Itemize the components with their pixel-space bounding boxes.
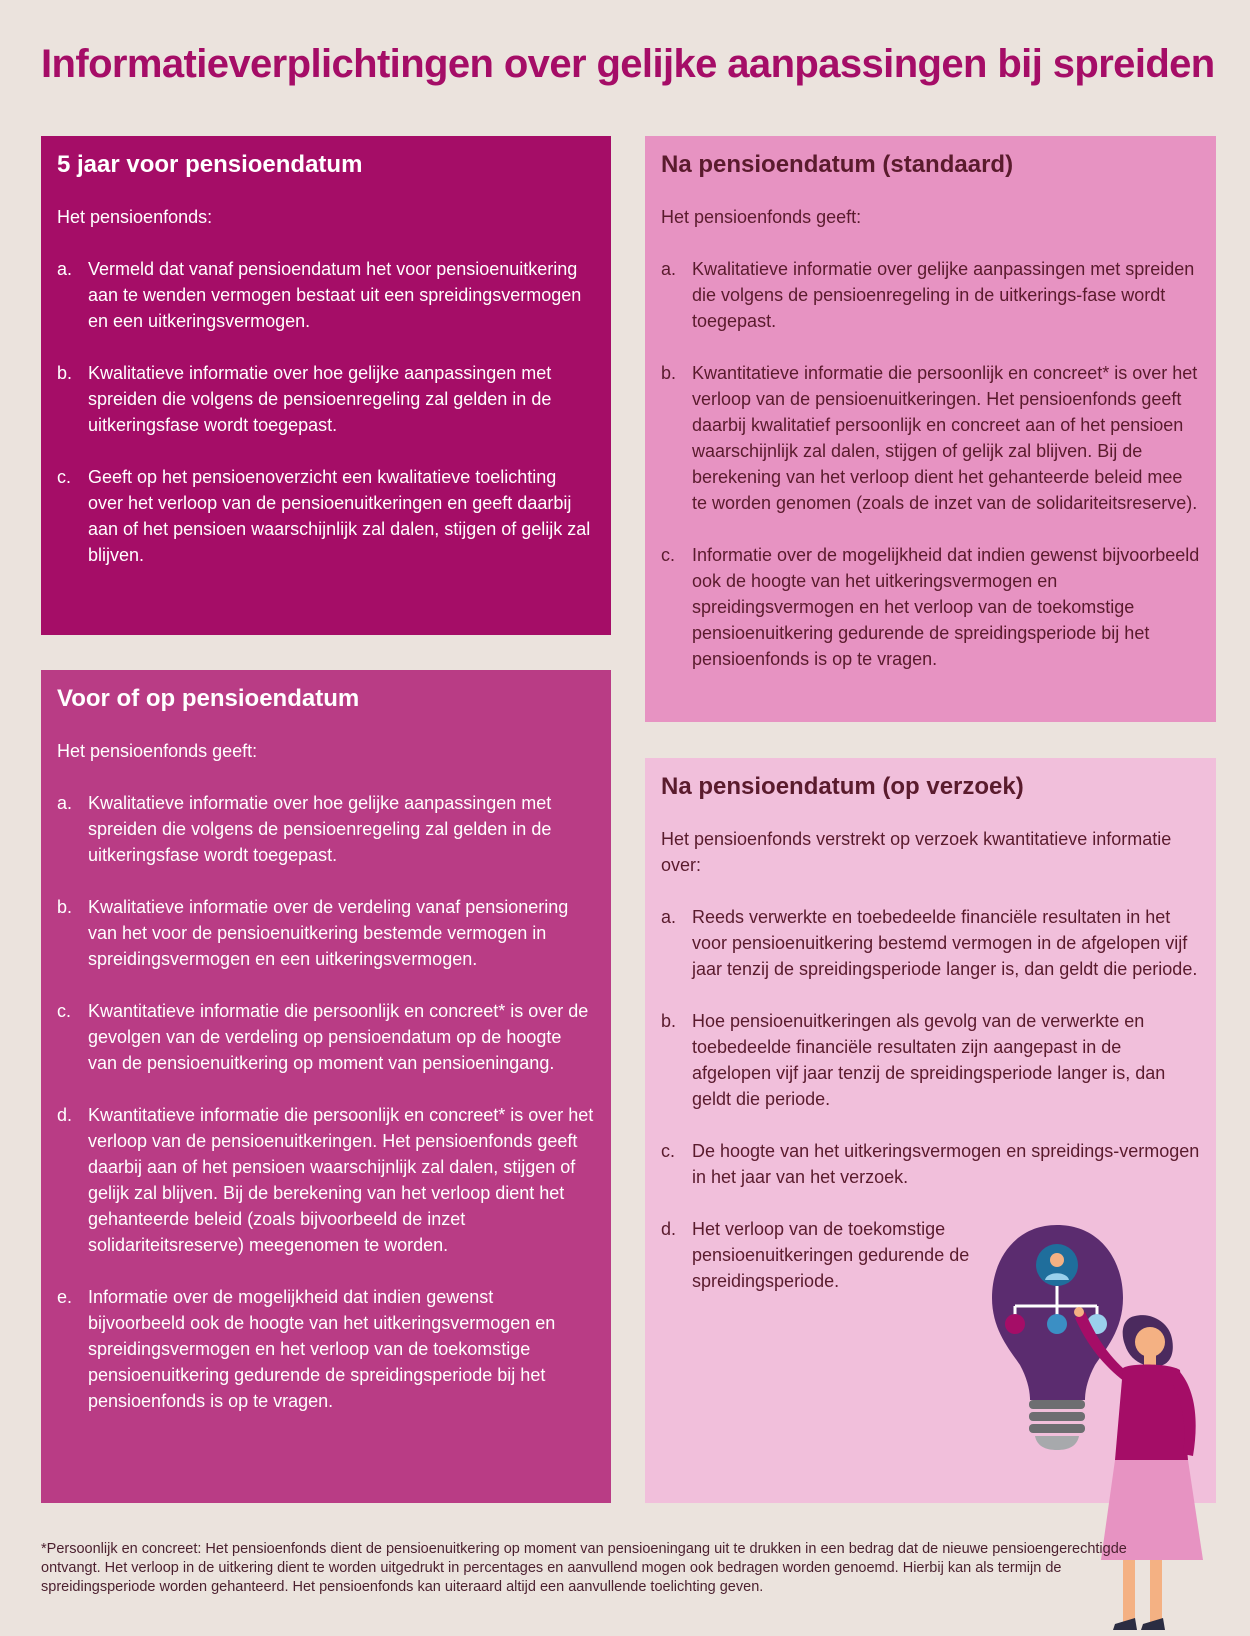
item-label: c.: [57, 467, 72, 487]
item-list: [57, 790, 595, 1414]
list-item: [57, 464, 595, 568]
item-text: Kwalitatieve informatie over hoe gelijke aanpassingen met spreiden die volgens de pensioenregeling zal gelden in de uitkeringsfase wordt toegepast.: [88, 793, 552, 865]
item-label: c.: [661, 545, 676, 565]
item-label: a.: [661, 259, 677, 279]
item-label: d.: [57, 1105, 73, 1125]
box-5-jaar-voor-pensioendatum: [41, 136, 611, 635]
item-text: Kwantitatieve informatie die persoonlijk en concreet* is over het verloop van de pensioenuitkeringen. Het pensioenfonds geeft daarbij aan of het pensioen waarschijnlijk zal dalen, stijgen of gelijk zal blijven. Bij de berekening van het verloop dient het gehanteerde beleid (zoals bijvoorbeeld de inzet solidariteitsreserve) meegenomen te worden.: [88, 1105, 594, 1255]
list-item: [661, 1216, 981, 1294]
item-label: b.: [57, 897, 73, 917]
item-text: Hoe pensioenuitkeringen als gevolg van de verwerkte en toebedeelde financiële resultaten zijn aangepast in de afgelopen vijf jaar tenzij de spreidingsperiode langer is, dan geldt die periode.: [692, 1011, 1166, 1109]
list-item: [661, 1138, 1200, 1190]
item-label: b.: [661, 363, 677, 383]
box-intro: Het pensioenfonds geeft:: [661, 207, 862, 227]
item-text: Kwantitatieve informatie die persoonlijk en concreet* is over de gevolgen van de verdeling op pensioendatum op de hoogte van de pensioenuitkering op moment van pensioeningang.: [88, 1001, 589, 1073]
item-list: [661, 256, 1200, 672]
item-text: Kwalitatieve informatie over hoe gelijke aanpassingen met spreiden die volgens de pensioenregeling zal gelden in de uitkeringsfase wordt toegepast.: [88, 363, 552, 435]
item-text: Het verloop van de toekomstige pensioenuitkeringen gedurende de spreidingsperiode.: [692, 1219, 970, 1291]
list-item: [57, 256, 595, 334]
list-item: [57, 1284, 595, 1414]
item-text: Kwalitatieve informatie over gelijke aanpassingen met spreiden die volgens de pensioenregeling in de uitkerings-fase wordt toegepast.: [692, 259, 1195, 331]
item-label: a.: [57, 259, 73, 279]
item-label: e.: [57, 1287, 73, 1307]
item-label: d.: [661, 1219, 677, 1239]
list-item: [57, 998, 595, 1076]
list-item: [57, 894, 595, 972]
list-item: [57, 360, 595, 438]
box-intro: Het pensioenfonds:: [57, 207, 213, 227]
item-text: Kwalitatieve informatie over de verdeling vanaf pensionering van het voor de pensioenuitkering bestemde vermogen in spreidingsvermogen en een uitkeringsvermogen.: [88, 897, 569, 969]
item-text: Informatie over de mogelijkheid dat indien gewenst bijvoorbeeld ook de hoogte van het uitkeringsvermogen en spreidingsvermogen en het verloop van de toekomstige pensioenuitkering gedurende de spreidingsperiode bij het pensioenfonds is op te vragen.: [88, 1287, 556, 1411]
item-text: Informatie over de mogelijkheid dat indien gewenst bijvoorbeeld ook de hoogte van het uitkeringsvermogen en spreidingsvermogen en het verloop van de toekomstige pensioenuitkering gedurende de spreidingsperiode bij het pensioenfonds is op te vragen.: [692, 545, 1200, 669]
item-text: Kwantitatieve informatie die persoonlijk en concreet* is over het verloop van de pensioenuitkeringen. Het pensioenfonds geeft daarbij kwalitatief persoonlijk en concreet aan of het pensioen waarschijnlijk zal dalen, stijgen of gelijk zal blijven. Bij de berekening van het verloop dient het gehanteerde beleid mee te worden genomen (zoals de inzet van de solidariteitsreserve).: [692, 363, 1198, 513]
item-text: Vermeld dat vanaf pensioendatum het voor pensioenuitkering aan te wenden vermogen bestaat uit een spreidingsvermogen en een uitkeringsvermogen.: [88, 259, 582, 331]
list-item: [661, 256, 1200, 334]
item-label: b.: [57, 363, 73, 383]
box-heading: Na pensioendatum (op verzoek): [661, 773, 1024, 800]
list-item: [57, 1102, 595, 1258]
item-list: [57, 256, 595, 568]
item-label: a.: [661, 907, 677, 927]
box-heading: 5 jaar voor pensioendatum: [57, 151, 363, 178]
footnote: *Persoonlijk en concreet: Het pensioenfonds dient de pensioenuitkering op moment van pensioeningang uit te drukken in een bedrag dat de nieuwe pensioengerechtigde ontvangt. Het verloop in de uitkering dient te worden uitgedrukt in percentages en aanvullend mogen ook bedragen worden genoemd. Hierbij kan als termijn de spreidingsperiode worden gehanteerd. Het pensioenfonds kan uiteraard altijd een aanvullende toelichting geven.: [41, 1541, 1127, 1595]
item-label: a.: [57, 793, 73, 813]
list-item: [661, 542, 1200, 672]
item-text: Geeft op het pensioenoverzicht een kwalitatieve toelichting over het verloop van de pensioenuitkeringen en geeft daarbij aan of het pensioen waarschijnlijk zal dalen, stijgen of gelijk zal blijven.: [88, 467, 591, 565]
box-intro: Het pensioenfonds geeft:: [57, 741, 258, 761]
box-na-pensioendatum-standaard: [645, 136, 1216, 722]
item-label: b.: [661, 1011, 677, 1031]
box-voor-of-op-pensioendatum: [41, 670, 611, 1503]
box-heading: Na pensioendatum (standaard): [661, 151, 1014, 178]
box-heading: Voor of op pensioendatum: [57, 685, 360, 712]
box-intro: Het pensioenfonds verstrekt op verzoek kwantitatieve informatie over:: [661, 829, 1172, 875]
item-text: De hoogte van het uitkeringsvermogen en spreidings-vermogen in het jaar van het verzoek.: [692, 1141, 1200, 1187]
list-item: [661, 1008, 1200, 1112]
page-title: Informatieverplichtingen over gelijke aanpassingen bij spreiden: [41, 42, 1215, 86]
list-item: [57, 790, 595, 868]
item-label: c.: [661, 1141, 676, 1161]
list-item: [661, 360, 1200, 516]
item-text: Reeds verwerkte en toebedeelde financiële resultaten in het voor pensioenuitkering bestemd vermogen in de afgelopen vijf jaar tenzij de spreidingsperiode langer is, dan geldt die periode.: [692, 907, 1198, 979]
item-label: c.: [57, 1001, 72, 1021]
list-item: [661, 904, 1200, 982]
